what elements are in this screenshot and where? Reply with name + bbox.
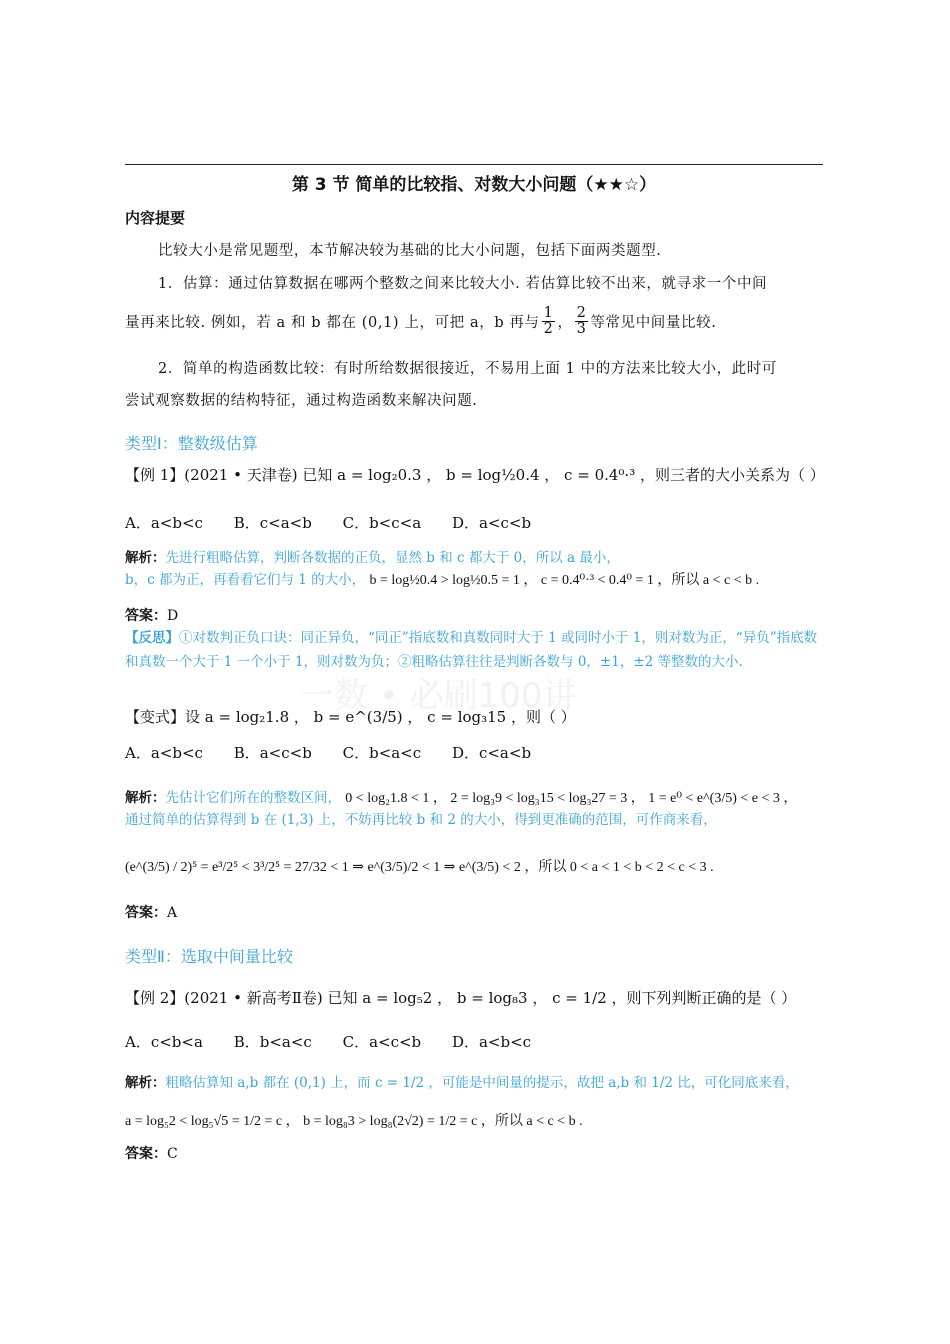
page-title: 第 3 节 简单的比较指、对数大小问题（★★☆） [291, 175, 657, 195]
fraction-one-half: $\frac{1}{2}$ [543, 305, 554, 338]
summary-item1-line2: 量再来比较. 例如，若 a 和 b 都在 (0,1) 上，可把 a，b 再与 $\frac{1}{2}$ ， $\frac{2}{3}$ 等常见中间量比较. [125, 305, 717, 338]
example2-option-d: D．a<b<c [451, 1033, 532, 1051]
example2-answer: 答案：C [125, 1146, 178, 1162]
example1-reflection: 【反思】①对数判正负口诀：同正异负，“同正”指底数和真数同时大于 1 或同时小于 1，则对数为正，“异负”指底数和真数一个大于 1 一个小于 1，则对数为负；②粗略估算往往是判断各数与 0，±1，±2 等整数的大小. [125, 630, 818, 670]
summary-item1-text-a: 量再来比较. 例如，若 a 和 b 都在 (0,1) 上，可把 a，b 再与 [125, 315, 540, 332]
watermark: 一数 • 必刷100讲 [300, 676, 577, 716]
example1-options [125, 512, 557, 533]
example1-option-c: C．b<c<a [342, 514, 422, 532]
example1-answer: 答案：D [125, 608, 179, 624]
variant-stem: 【变式】设 a = log₂1.8 ， b = e^(3/5) ， c = log₃15 ，则（ ） [125, 708, 576, 726]
example2-solution-line1: 解析：粗略估算知 a,b 都在 (0,1) 上，而 c = 1/2 ，可能是中间量的提示，故把 a,b 和 1/2 比，可化同底来看， [125, 1075, 799, 1091]
variant-solution-line1: 解析：先估计它们所在的整数区间， 0 < log₂1.8 < 1 ， 2 = log₃9 < log₃15 < log₃27 = 3 ， 1 = e⁰ < e^(3/5) < e < 3 ， [125, 790, 798, 806]
variant-option-c: C．b<a<c [342, 744, 422, 762]
summary-heading: 内容提要 [125, 209, 186, 227]
variant-solution-line3: (e^(3/5) / 2)⁵ = e³/2⁵ < 3³/2⁵ = 27/32 < 1 ⇒ e^(3/5)/2 < 1 ⇒ e^(3/5) < 2 ，所以 0 < a < 1 < b < 2 < c < 3 . [125, 860, 714, 875]
type1-title: 类型Ⅰ：整数级估算 [125, 434, 258, 453]
variant-option-d: D．c<a<b [451, 744, 532, 762]
example1-solution-line1: 解析：先进行粗略估算，判断各数据的正负，显然 b 和 c 都大于 0，所以 a 最小， [125, 550, 620, 566]
variant-answer: 答案：A [125, 905, 178, 921]
example2-option-b: B．b<a<c [233, 1033, 312, 1051]
example2-options [125, 1031, 557, 1052]
header-rule [125, 164, 823, 165]
variant-option-b: B．a<c<b [233, 744, 312, 762]
example2-option-a: A．c<b<a [125, 1033, 203, 1051]
example1-option-d: D．a<c<b [451, 514, 532, 532]
summary-item2-line2: 尝试观察数据的结构特征，通过构造函数来解决问题. [125, 393, 478, 409]
example1-stem: 【例 1】(2021 • 天津卷) 已知 a = log₂0.3 ， b = log½0.4 ， c = 0.4⁰·³ ，则三者的大小关系为（ ） [125, 466, 825, 484]
fraction-two-thirds: $\frac{2}{3}$ [576, 305, 587, 338]
type2-title: 类型Ⅱ：选取中间量比较 [125, 947, 293, 966]
summary-item1-text-b: 等常见中间量比较. [590, 315, 717, 332]
example1-option-a: A．a<b<c [125, 514, 203, 532]
example2-stem: 【例 2】(2021 • 新高考Ⅱ卷) 已知 a = log₅2 ， b = log₈3 ， c = 1/2 ，则下列判断正确的是（ ） [125, 989, 797, 1007]
example2-option-c: C．a<c<b [342, 1033, 422, 1051]
variant-options [125, 742, 557, 763]
summary-intro: 比较大小是常见题型，本节解决较为基础的比大小问题，包括下面两类题型. [158, 243, 662, 259]
example2-solution-line2: a = log₅2 < log₅√5 = 1/2 = c ， b = log₈3 > log₈(2√2) = 1/2 = c ，所以 a < c < b . [125, 1114, 583, 1129]
variant-solution-line2: 通过简单的估算得到 b 在 (1,3) 上，不妨再比较 b 和 2 的大小，得到更准确的范围，可作商来看， [125, 812, 717, 828]
variant-option-a: A．a<b<c [125, 744, 203, 762]
summary-item1-line1: 1．估算：通过估算数据在哪两个整数之间来比较大小. 若估算比较不出来，就寻求一个中间 [158, 276, 768, 292]
summary-item2-line1: 2．简单的构造函数比较：有时所给数据很接近，不易用上面 1 中的方法来比较大小，此时可 [158, 361, 777, 377]
example1-solution-line2: b，c 都为正，再看看它们与 1 的大小， b = log½0.4 > log½0.5 = 1 ， c = 0.4⁰·³ < 0.4⁰ = 1 ，所以 a < c < b . [125, 572, 760, 588]
example1-option-b: B．c<a<b [233, 514, 312, 532]
